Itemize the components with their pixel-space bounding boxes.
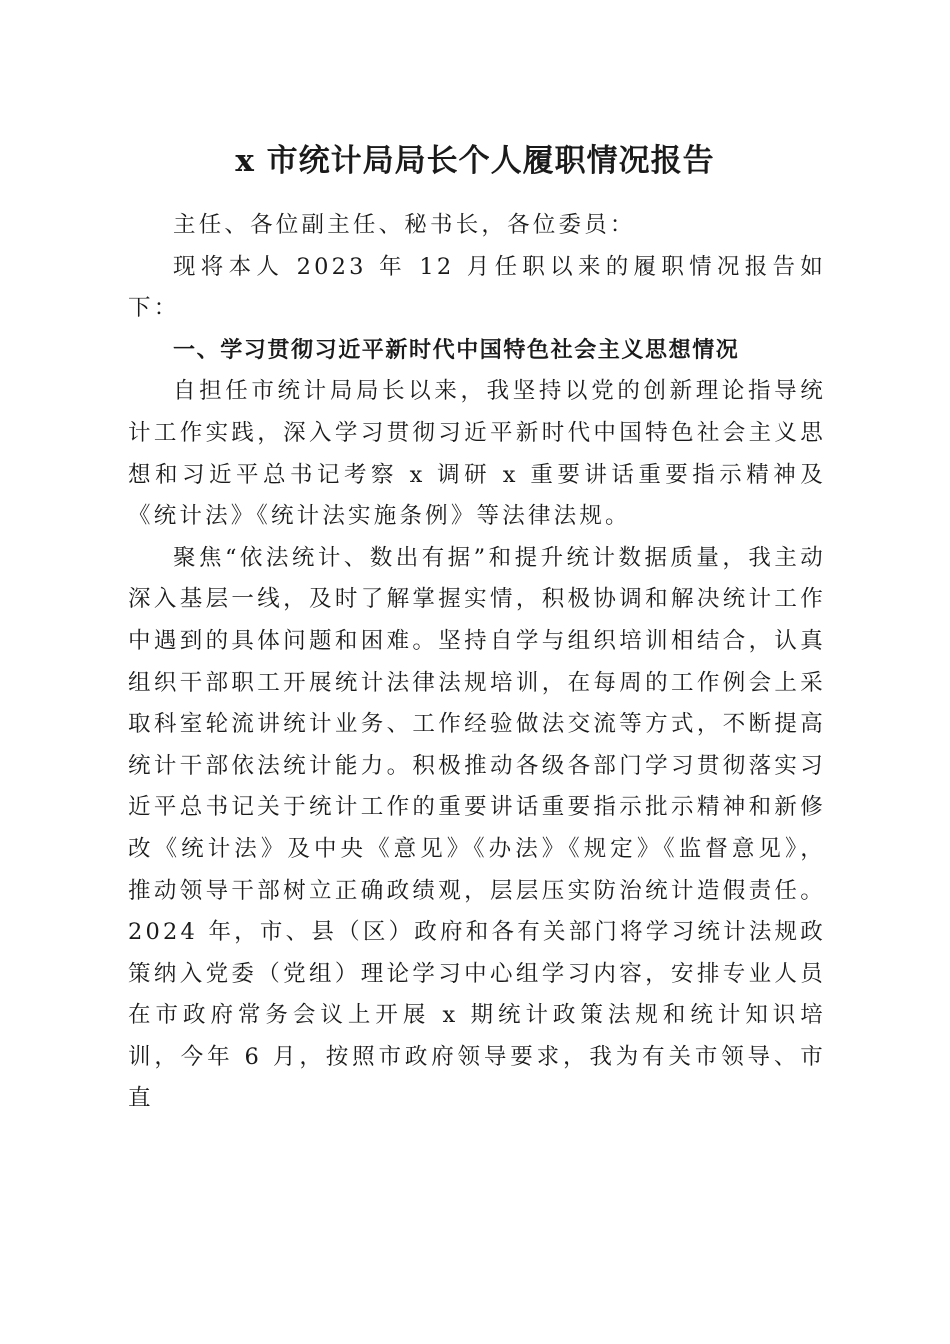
section-heading: 一、学习贯彻习近平新时代中国特色社会主义思想情况 [173, 337, 740, 363]
body-paragraph: 聚焦“依法统计、数出有据”和提升统计数据质量，我主动深入基层一线，及时了解掌握实情，积极协调和解决统计工作中遇到的具体问题和困难。坚持自学与组织培训相结合，认真组织干部职工开展统计法律法规培训，在每周的工作例会上采取科室轮流讲统计业务、工作经验做法交流等方式，不断提高统计干部依法统计能力。积极推动各级各部门学习贯彻落实习近平总书记关于统计工作的重要讲话重要指示批示精神和新修改《统计法》及中央《意见》《办法》《规定》《监督意见》，推动领导干部树立正确政绩观，层层压实防治统计造假责任。2024 年，市、县（区）政府和各有关部门将学习统计法规政策纳入党委（党组）理论学习中心组学习内容，安排专业人员在市政府常务会议上开展 x 期统计政策法规和统计知识培训，今年 6 月，按照市政府领导要求，我为有关市领导、市直 [128, 544, 826, 1112]
salutation: 主任、各位副主任、秘书长，各位委员： [173, 212, 636, 238]
body-paragraph: 自担任市统计局局长以来，我坚持以党的创新理论指导统计工作实践，深入学习贯彻习近平新时代中国特色社会主义思想和习近平总书记考察 x 调研 x 重要讲话重要指示精神及《统计法》《统计法实施条例》等法律法规。 [128, 378, 826, 530]
document-title: x 市统计局局长个人履职情况报告 [235, 143, 715, 179]
intro-paragraph: 现将本人 2023 年 12 月任职以来的履职情况报告如下： [128, 253, 826, 322]
document-body [128, 205, 826, 1120]
